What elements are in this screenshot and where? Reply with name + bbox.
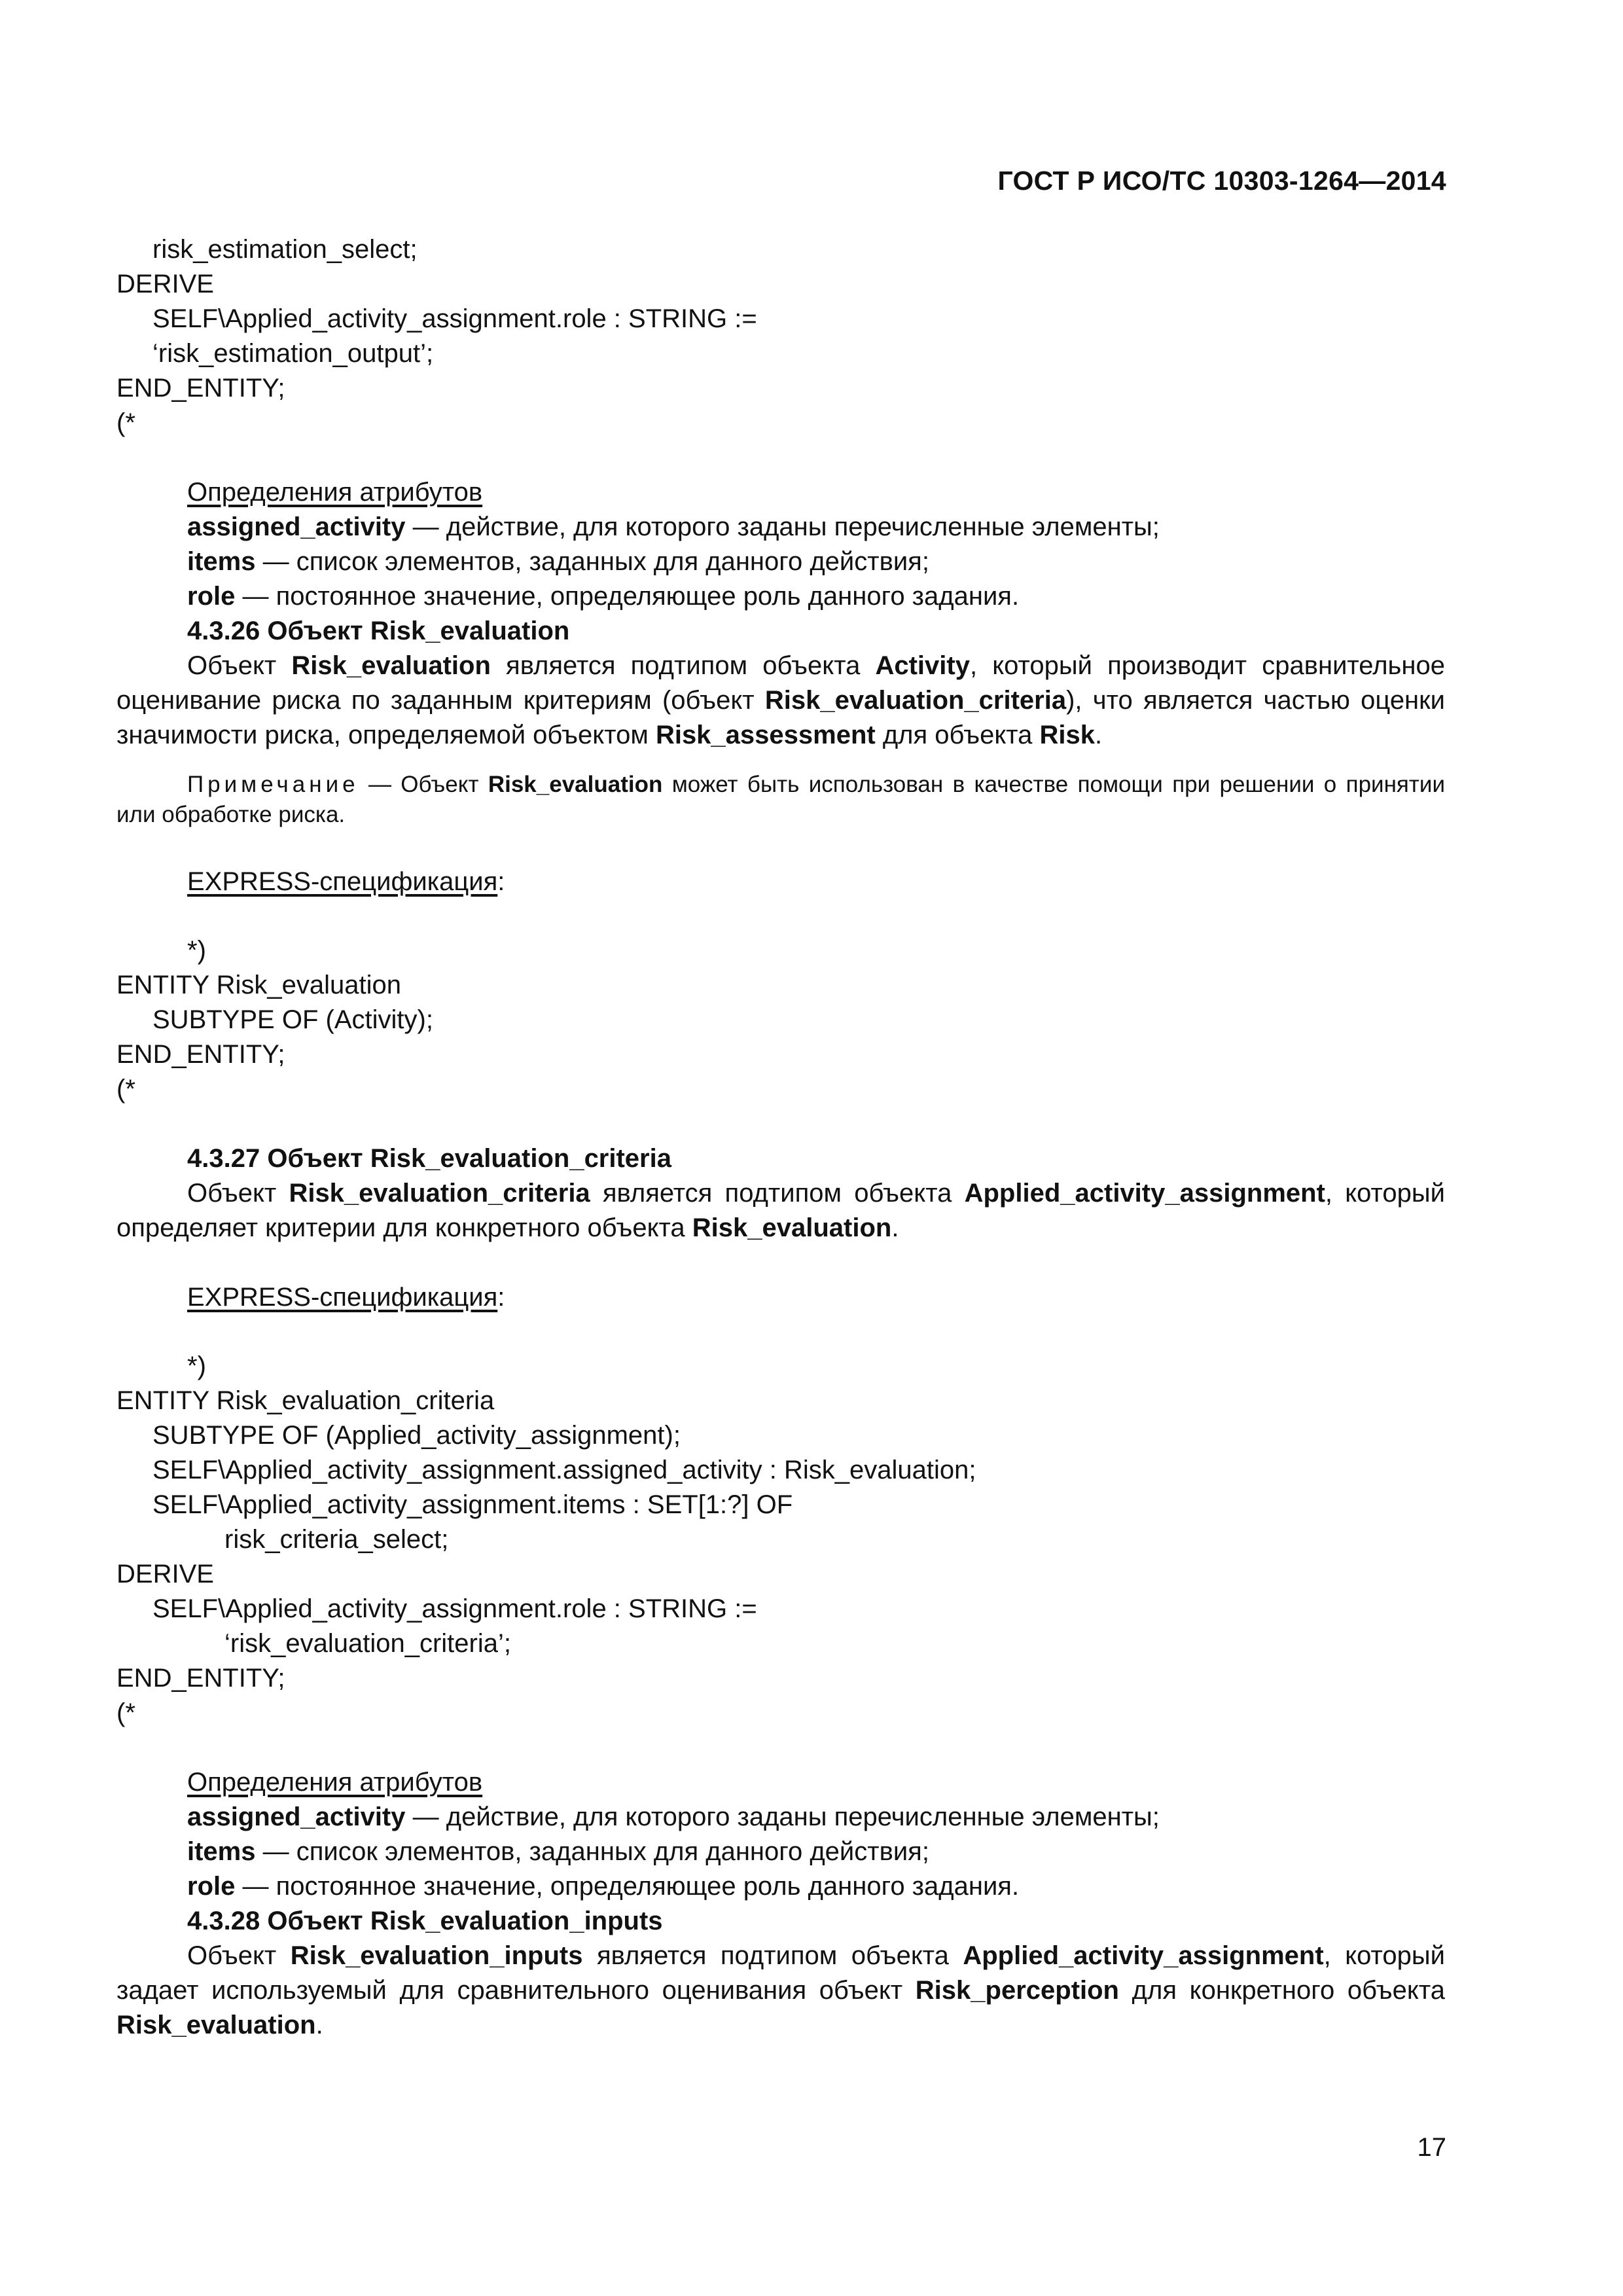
section-paragraph: Объект Risk_evaluation является подтипом объекта Activity, который производит сравнительное оценивание риска по заданным критериям (объект Risk_evaluation_criteria), что является частью оценки значимости риска, определяемой объектом Risk_assessment для объекта Risk.: [116, 651, 1445, 749]
code-line: SELF\Applied_activity_assignment.items : SET[1:?] OF: [152, 1490, 793, 1519]
page-number: 17: [1417, 2133, 1446, 2162]
document-id: ГОСТ Р ИСО/ТС 10303-1264—2014: [997, 166, 1446, 196]
express-spec-label: EXPRESS-спецификация:: [187, 867, 505, 896]
attribute-definition: items — список элементов, заданных для данного действия;: [187, 547, 929, 576]
section-4-3-28: [116, 1904, 1445, 2043]
express-spec-label: EXPRESS-спецификация:: [187, 1283, 505, 1312]
attribute-definitions: [116, 475, 1445, 614]
code-block-continuation: [116, 232, 1445, 440]
code-line: SUBTYPE OF (Applied_activity_assignment);: [152, 1421, 681, 1450]
code-line: (*: [116, 1075, 135, 1103]
code-line: ‘risk_evaluation_criteria’;: [224, 1629, 511, 1658]
section-paragraph: Объект Risk_evaluation_criteria является подтипом объекта Applied_activity_assignment, который определяет критерии для конкретного объекта Risk_evaluation.: [116, 1179, 1445, 1242]
attribute-definition: role — постоянное значение, определяющее роль данного задания.: [187, 582, 1020, 611]
attribute-definition: assigned_activity — действие, для которого заданы перечисленные элементы;: [187, 512, 1160, 541]
code-line: END_ENTITY;: [116, 1040, 285, 1069]
code-line: DERIVE: [116, 1560, 214, 1588]
attribute-definition: items — список элементов, заданных для данного действия;: [187, 1837, 929, 1866]
attribute-definitions-heading: Определения атрибутов: [187, 1768, 483, 1797]
section-4-3-26: [116, 614, 1445, 1107]
code-line: ENTITY Risk_evaluation: [116, 971, 401, 999]
section-paragraph: Объект Risk_evaluation_inputs является подтипом объекта Applied_activity_assignment, который задает используемый для сравнительного оценивания объект Risk_perception для конкретного объекта Risk_evaluation.: [116, 1941, 1446, 2039]
attribute-definition: assigned_activity — действие, для которого заданы перечисленные элементы;: [187, 1803, 1160, 1831]
attribute-definitions-heading: Определения атрибутов: [187, 478, 483, 507]
code-block: [116, 933, 1445, 1107]
section-4-3-27: [116, 1141, 1445, 1731]
code-line: *): [187, 936, 206, 965]
code-line: SELF\Applied_activity_assignment.role : STRING :=: [152, 1594, 757, 1623]
code-line: SUBTYPE OF (Activity);: [152, 1005, 433, 1034]
attribute-definitions: [116, 1765, 1445, 1904]
attribute-definition: role — постоянное значение, определяющее роль данного задания.: [187, 1872, 1020, 1901]
code-line: *): [187, 1352, 206, 1380]
code-line: (*: [116, 1698, 135, 1727]
code-line: SELF\Applied_activity_assignment.role : STRING :=: [152, 304, 757, 333]
note-label: Примечание: [187, 772, 359, 797]
section-heading: 4.3.27 Объект Risk_evaluation_criteria: [187, 1144, 671, 1173]
code-line: risk_estimation_select;: [152, 235, 418, 264]
section-heading: 4.3.28 Объект Risk_evaluation_inputs: [187, 1907, 663, 1935]
code-line: ENTITY Risk_evaluation_criteria: [116, 1386, 495, 1415]
code-line: risk_criteria_select;: [224, 1525, 449, 1554]
code-line: DERIVE: [116, 270, 214, 298]
section-heading: 4.3.26 Объект Risk_evaluation: [187, 617, 570, 645]
code-line: SELF\Applied_activity_assignment.assigned_activity : Risk_evaluation;: [152, 1456, 976, 1484]
code-line: END_ENTITY;: [116, 1664, 285, 1693]
code-line: ‘risk_estimation_output’;: [152, 339, 434, 368]
code-line: (*: [116, 408, 135, 437]
note: Примечание — Объект Risk_evaluation может быть использован в качестве помощи при решении о принятии или обработке риска.: [116, 772, 1445, 827]
page-body: [116, 232, 1445, 2043]
code-block: [116, 1349, 1445, 1731]
code-line: END_ENTITY;: [116, 374, 285, 403]
